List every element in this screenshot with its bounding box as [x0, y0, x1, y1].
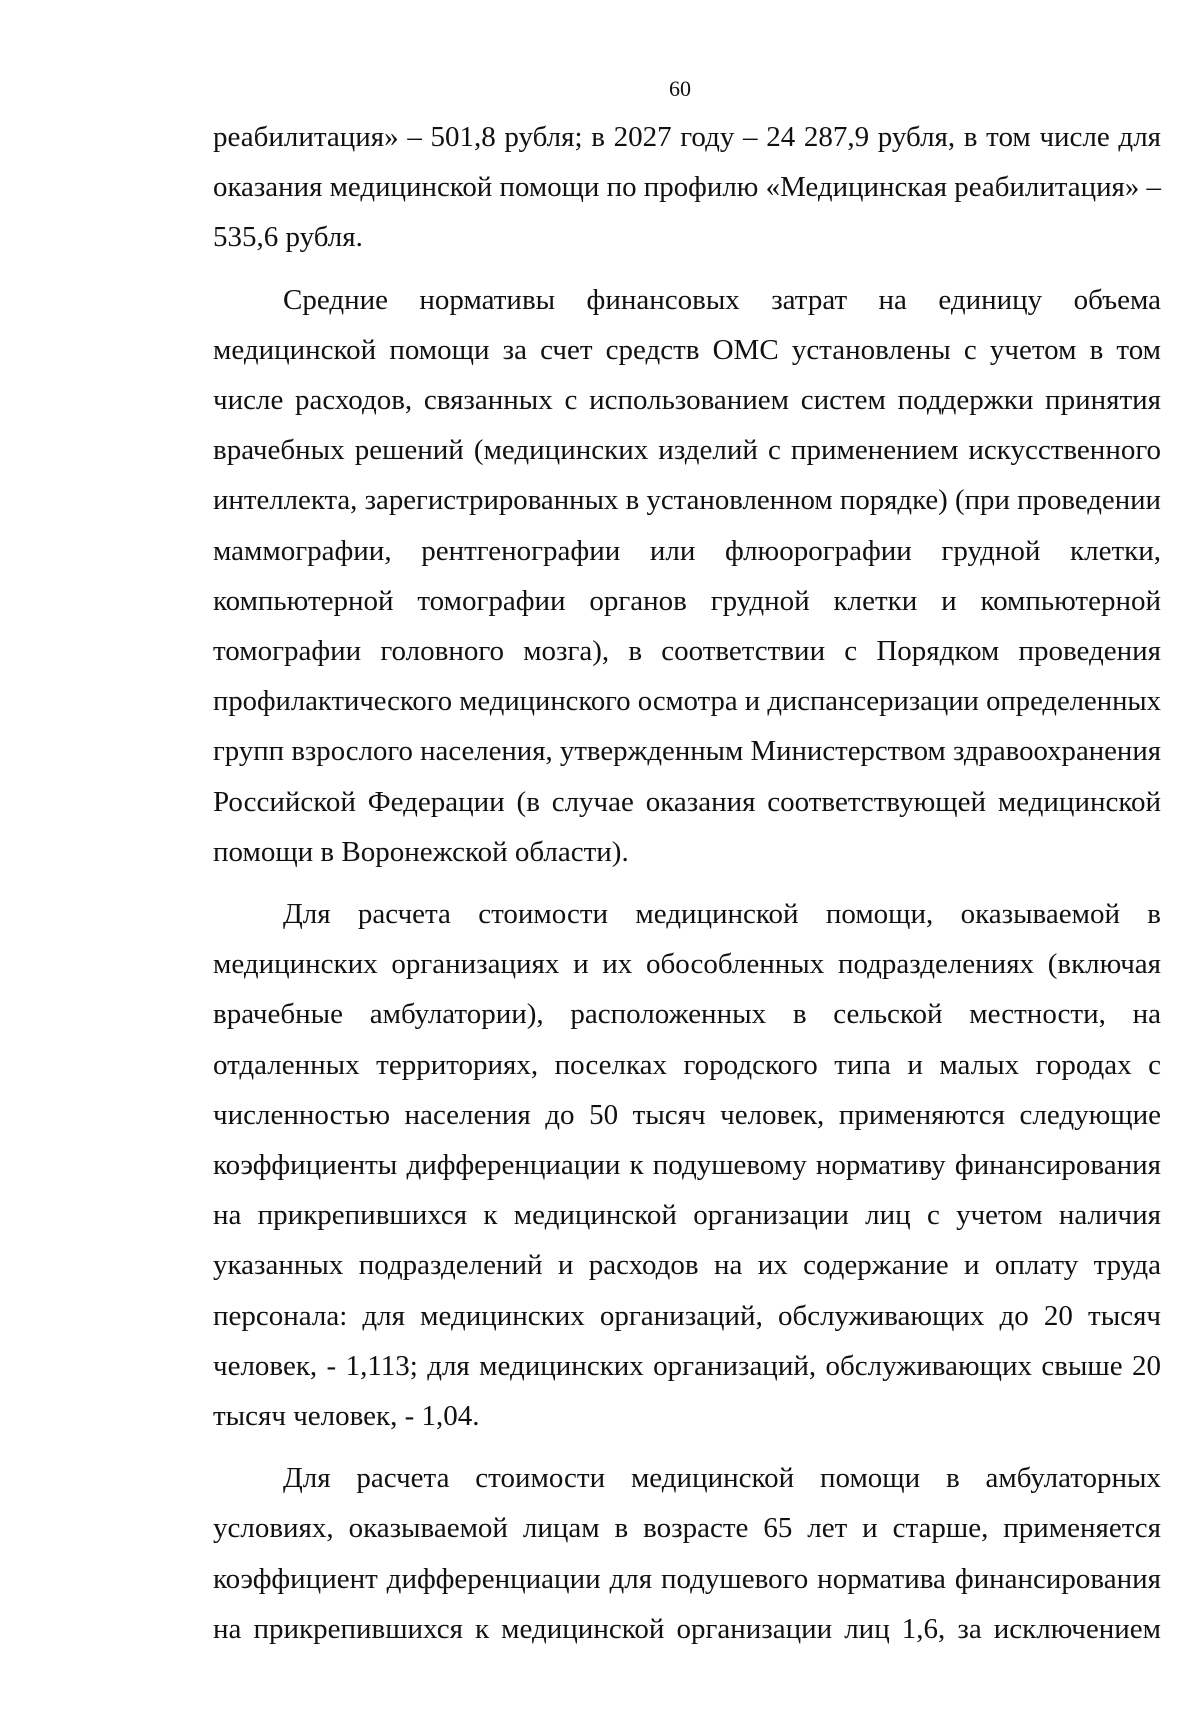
- text-line: интеллекта, зарегистрированных в установленном порядке) (при проведении: [213, 484, 1161, 517]
- text-line: помощи в Воронежской области).: [213, 835, 629, 868]
- text-line: коэффициенты дифференциации к подушевому нормативу финансирования: [213, 1149, 1161, 1182]
- text-line: томографии головного мозга), в соответствии с Порядком проведения: [213, 635, 1161, 668]
- text-line: маммографии, рентгенографии или флюорографии грудной клетки,: [213, 534, 1161, 567]
- text-line: на прикрепившихся к медицинской организации лиц 1,6, за исключением: [213, 1612, 1162, 1645]
- text-line: персонала: для медицинских организаций, обслуживающих до 20 тысяч: [213, 1299, 1161, 1332]
- document-body: [213, 112, 1161, 1654]
- text-line: Для расчета стоимости медицинской помощи, оказываемой в: [283, 898, 1161, 931]
- text-line: Средние нормативы финансовых затрат на единицу объема: [283, 283, 1161, 316]
- text-line: профилактического медицинского осмотра и диспансеризации определенных: [213, 685, 1161, 718]
- text-line: врачебные амбулатории), расположенных в сельской местности, на: [213, 998, 1161, 1031]
- text-line: указанных подразделений и расходов на их содержание и оплату труда: [213, 1249, 1162, 1282]
- text-line: Российской Федерации (в случае оказания соответствующей медицинской: [213, 785, 1162, 818]
- paragraph-4: [213, 1453, 1161, 1654]
- text-line: 535,6 рубля.: [213, 221, 363, 254]
- page-number: 60: [669, 76, 691, 101]
- text-line: медицинских организациях и их обособленных подразделениях (включая: [213, 948, 1162, 981]
- text-line: медицинской помощи за счет средств ОМС установлены с учетом в том: [213, 333, 1161, 366]
- paragraph-3: [213, 889, 1161, 1441]
- text-line: оказания медицинской помощи по профилю «Медицинская реабилитация» –: [213, 171, 1161, 204]
- text-line: условиях, оказываемой лицам в возрасте 65 лет и старше, применяется: [213, 1512, 1161, 1545]
- text-line: человек, - 1,113; для медицинских организаций, обслуживающих свыше 20: [213, 1349, 1161, 1382]
- text-line: на прикрепившихся к медицинской организации лиц с учетом наличия: [213, 1199, 1161, 1232]
- text-line: реабилитация» – 501,8 рубля; в 2027 году – 24 287,9 рубля, в том числе для: [213, 121, 1161, 153]
- text-line: числе расходов, связанных с использованием систем поддержки принятия: [213, 384, 1161, 417]
- text-line: компьютерной томографии органов грудной клетки и компьютерной: [213, 584, 1161, 617]
- paragraph-2: [213, 275, 1161, 877]
- text-line: врачебных решений (медицинских изделий с применением искусственного: [213, 434, 1162, 467]
- text-line: отдаленных территориях, поселках городского типа и малых городах с: [213, 1048, 1161, 1081]
- text-line: численностью населения до 50 тысяч человек, применяются следующие: [213, 1098, 1161, 1131]
- paragraph-1: [213, 112, 1161, 263]
- text-line: Для расчета стоимости медицинской помощи в амбулаторных: [283, 1462, 1162, 1495]
- text-line: коэффициент дифференциации для подушевого норматива финансирования: [213, 1562, 1161, 1595]
- text-line: групп взрослого населения, утвержденным Министерством здравоохранения: [213, 735, 1161, 768]
- text-line: тысяч человек, - 1,04.: [213, 1400, 480, 1433]
